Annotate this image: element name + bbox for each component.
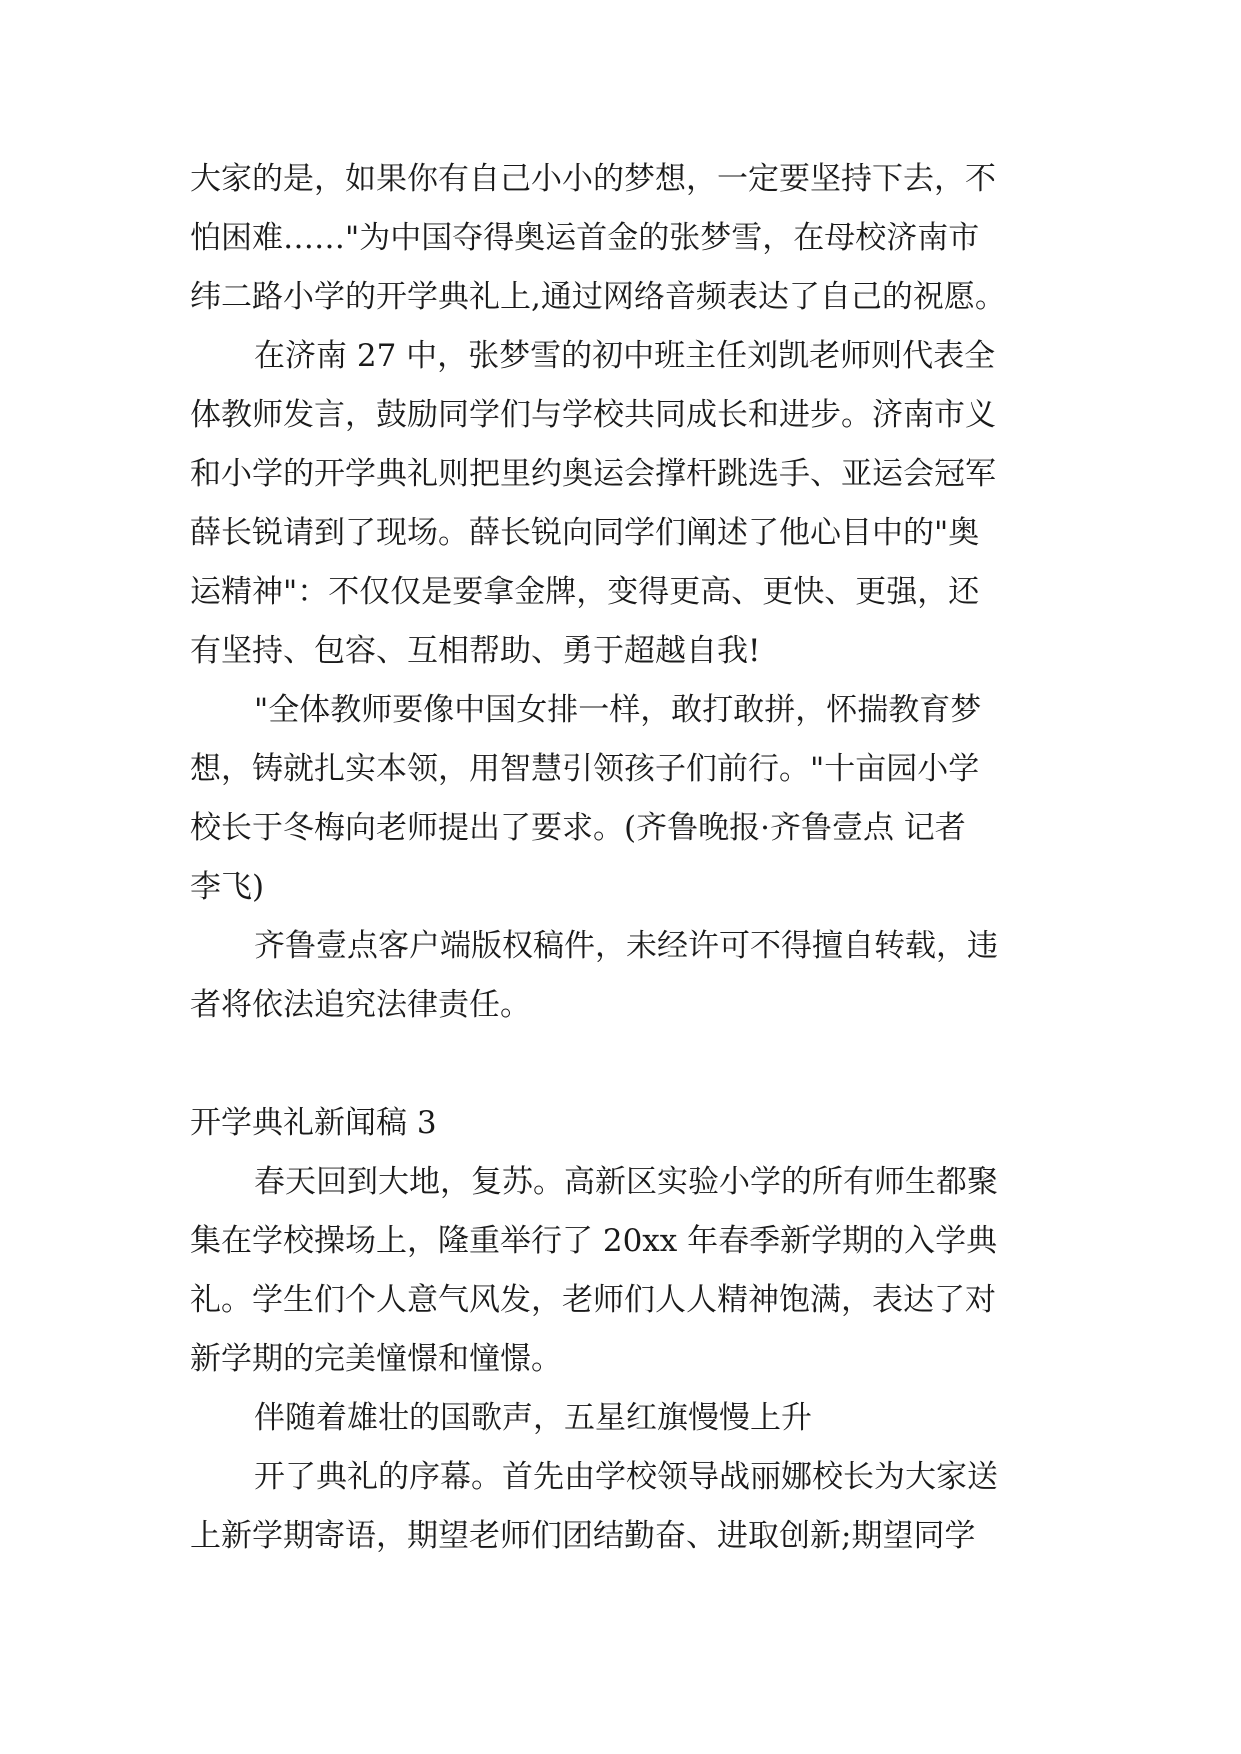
- text-line: 新学期的完美憧憬和憧憬。: [190, 1341, 562, 1377]
- text-line: 怕困难……"为中国夺得奥运首金的张梦雪，在母校济南市: [190, 220, 980, 256]
- text-line: 伴随着雄壮的国歌声，五星红旗慢慢上升: [254, 1400, 812, 1436]
- text-line: 和小学的开学典礼则把里约奥运会撑杆跳选手、亚运会冠军: [190, 456, 996, 492]
- text-line: 集在学校操场上，隆重举行了 20xx 年春季新学期的入学典: [190, 1223, 998, 1259]
- section-heading: 开学典礼新闻稿 3: [190, 1105, 437, 1141]
- paragraph: [190, 1153, 1070, 1389]
- blank-line: [190, 1035, 1070, 1094]
- paragraph: [190, 150, 1070, 327]
- paragraph: [190, 917, 1070, 1035]
- text-line: 有坚持、包容、互相帮助、勇于超越自我!: [190, 633, 761, 669]
- text-line: 体教师发言，鼓励同学们与学校共同成长和进步。济南市义: [190, 397, 996, 433]
- text-line: 纬二路小学的开学典礼上,通过网络音频表达了自己的祝愿。: [190, 279, 1006, 315]
- text-line: 开了典礼的序幕。首先由学校领导战丽娜校长为大家送: [254, 1459, 998, 1495]
- text-line: 运精神"：不仅仅是要拿金牌，变得更高、更快、更强，还: [190, 574, 980, 610]
- text-line: 者将依法追究法律责任。: [190, 987, 531, 1023]
- text-line: 礼。学生们个人意气风发，老师们人人精神饱满，表达了对: [190, 1282, 996, 1318]
- text-line: 春天回到大地，复苏。高新区实验小学的所有师生都聚: [254, 1164, 998, 1200]
- article-body: [190, 150, 1070, 1566]
- paragraph: [190, 681, 1070, 917]
- paragraph: [190, 1448, 1070, 1566]
- paragraph: [190, 1389, 1070, 1448]
- text-line: 大家的是，如果你有自己小小的梦想，一定要坚持下去，不: [190, 161, 996, 197]
- text-line: 齐鲁壹点客户端版权稿件，未经许可不得擅自转载，违: [254, 928, 998, 964]
- text-line: 想，铸就扎实本领，用智慧引领孩子们前行。"十亩园小学: [190, 751, 980, 787]
- text-line: 李飞): [190, 869, 265, 905]
- text-line: 上新学期寄语，期望老师们团结勤奋、进取创新;期望同学: [190, 1518, 976, 1554]
- text-line: "全体教师要像中国女排一样，敢打敢拼，怀揣教育梦: [254, 692, 982, 728]
- text-line: 在济南 27 中，张梦雪的初中班主任刘凯老师则代表全: [254, 338, 996, 374]
- paragraph: [190, 327, 1070, 681]
- text-line: 校长于冬梅向老师提出了要求。(齐鲁晚报·齐鲁壹点 记者: [190, 810, 966, 846]
- text-line: 薛长锐请到了现场。薛长锐向同学们阐述了他心目中的"奥: [190, 515, 980, 551]
